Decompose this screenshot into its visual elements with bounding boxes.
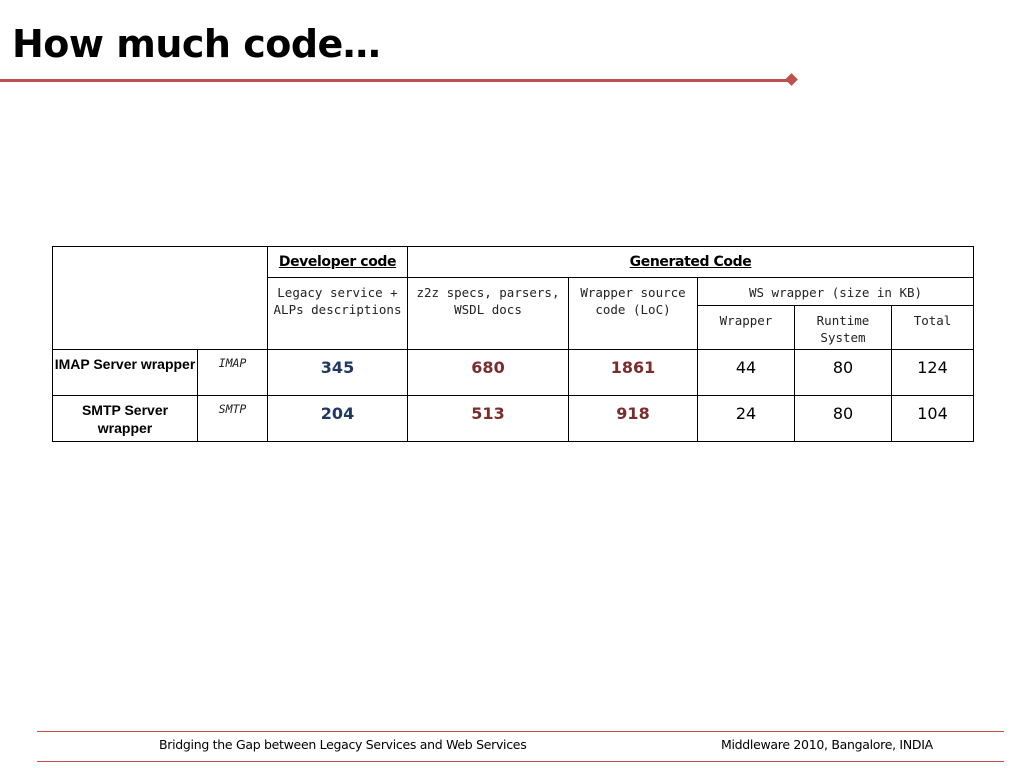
runtime-kb-value-smtp: 80 bbox=[795, 396, 892, 442]
table-row-smtp bbox=[53, 396, 974, 442]
slide-title: How much code… bbox=[12, 22, 381, 66]
z2z-value-smtp: 513 bbox=[408, 396, 569, 442]
total-kb-header: Total bbox=[892, 306, 974, 350]
wrapper-kb-value-imap: 44 bbox=[698, 350, 795, 396]
empty-corner-cell bbox=[53, 247, 268, 350]
row-code-imap: IMAP bbox=[198, 350, 268, 396]
title-underline-diamond bbox=[785, 73, 798, 86]
generated-code-header: Generated Code bbox=[408, 247, 974, 278]
developer-code-header: Developer code bbox=[268, 247, 408, 278]
footer-rule-top bbox=[37, 731, 1004, 732]
title-underline bbox=[0, 79, 792, 82]
code-size-table bbox=[52, 246, 974, 442]
row-label-smtp: SMTP Server wrapper bbox=[53, 396, 198, 442]
footer-presentation-title: Bridging the Gap between Legacy Services and Web Services bbox=[159, 737, 527, 752]
z2z-value-imap: 680 bbox=[408, 350, 569, 396]
header-row-groups bbox=[53, 247, 974, 278]
z2z-specs-header: z2z specs, parsers, WSDL docs bbox=[408, 278, 569, 350]
runtime-kb-value-imap: 80 bbox=[795, 350, 892, 396]
footer-rule-bottom bbox=[37, 761, 1004, 762]
table-row-imap bbox=[53, 350, 974, 396]
wrapper-kb-header: Wrapper bbox=[698, 306, 795, 350]
wrapper-loc-value-imap: 1861 bbox=[569, 350, 698, 396]
ws-wrapper-header: WS wrapper (size in KB) bbox=[698, 278, 974, 306]
total-kb-value-smtp: 104 bbox=[892, 396, 974, 442]
runtime-system-header: Runtime System bbox=[795, 306, 892, 350]
row-label-imap: IMAP Server wrapper bbox=[53, 350, 198, 396]
wrapper-kb-value-smtp: 24 bbox=[698, 396, 795, 442]
developer-value-imap: 345 bbox=[268, 350, 408, 396]
total-kb-value-imap: 124 bbox=[892, 350, 974, 396]
footer-conference: Middleware 2010, Bangalore, INDIA bbox=[721, 737, 933, 752]
legacy-service-header: Legacy service + ALPs descriptions bbox=[268, 278, 408, 350]
wrapper-source-header: Wrapper source code (LoC) bbox=[569, 278, 698, 350]
row-code-smtp: SMTP bbox=[198, 396, 268, 442]
wrapper-loc-value-smtp: 918 bbox=[569, 396, 698, 442]
developer-value-smtp: 204 bbox=[268, 396, 408, 442]
